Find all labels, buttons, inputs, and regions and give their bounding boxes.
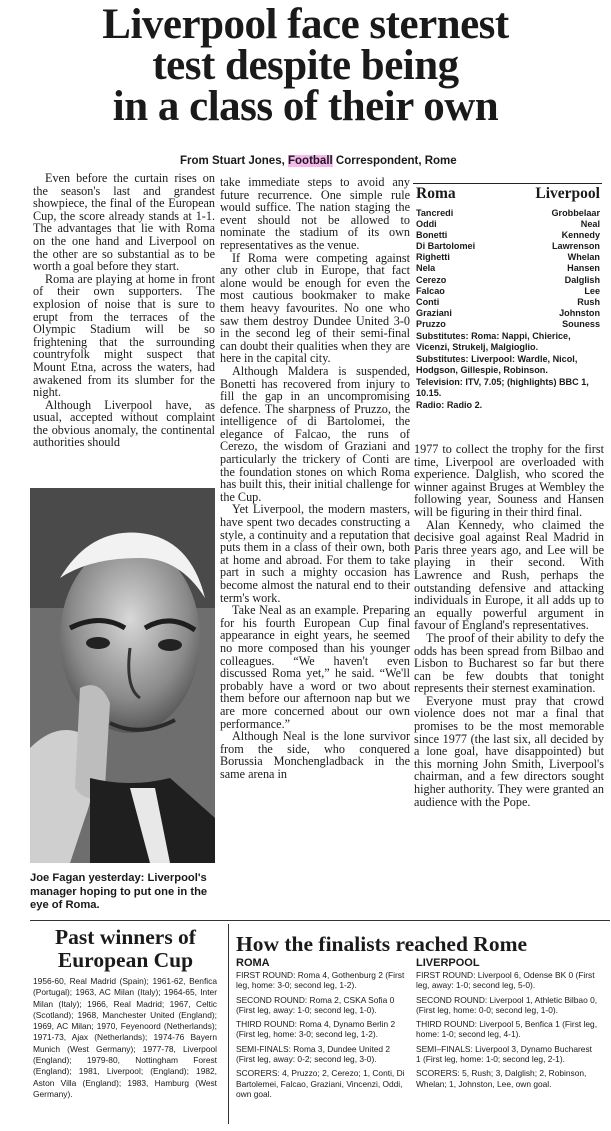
paragraph: Everyone must pray that crowd violence does not mar a final that promises to be the most memorable since 1977 (the last six, all decided by a lone goal, have disappointed) but this morning John Smith, Liverpool's chairman, and a few directors sought higher authority. They were granted an audience with the Pope. — [414, 693, 604, 809]
roma-player: Bonetti — [416, 230, 448, 241]
liverpool-player: Rush — [577, 296, 600, 307]
liverpool-route — [416, 957, 598, 1093]
round-result: FIRST ROUND: Roma 4, Gothenburg 2 (First leg, home: 3-0; second leg, 1-2). — [236, 970, 405, 991]
television-info: Television: ITV, 7.05; (highlights) BBC 1, 10.15. — [416, 377, 589, 399]
liverpool-player: Lee — [584, 285, 600, 296]
round-result: SEMI–FINALS: Liverpool 3, Dynamo Bucharest 1 (First leg, home: 1-0; second leg, 2-1). — [416, 1043, 592, 1065]
round-result: FIRST ROUND: Liverpool 6, Odense BK 0 (First leg, away: 1-0; second leg, 5-0). — [416, 970, 595, 991]
paragraph: The proof of their ability to defy the odds has been spread from Bilbao and Lisbon to Bucharest so far but there can be few doubts that tonight represents their sternest examination. — [414, 630, 604, 696]
section-divider — [30, 920, 610, 921]
lineup-row — [416, 241, 600, 252]
lineup-row — [416, 219, 600, 230]
liverpool-player: Souness — [562, 318, 600, 329]
headline-line-3: in a class of their own — [112, 83, 499, 130]
roma-player: Falcao — [416, 285, 445, 296]
round-result: SECOND ROUND: Roma 2, CSKA Sofia 0 (First leg, away: 1-0; second leg, 1-0). — [236, 994, 395, 1015]
round-result: SECOND ROUND: Liverpool 1, Athletic Bilbao 0, (First leg, home: 0-0; second leg, 1-0). — [416, 994, 598, 1015]
headline-line-2: test despite being — [152, 42, 459, 89]
lineup-row — [416, 208, 600, 219]
liverpool-player: Dalglish — [564, 274, 600, 285]
lineup-row — [416, 252, 600, 263]
round-result: SEMI-FINALS: Roma 3, Dundee United 2 (First leg, away: 0-2; second leg, 3-0). — [236, 1043, 391, 1065]
paragraph: Alan Kennedy, who claimed the decisive goal against Real Madrid in Paris three years ago, and Lee will be playing in their second. With Lawrence and Rush, perhaps the outstanding defensive and attacking individuals in Europe, it all adds up to an equally powerful argument in favour of England's representatives. — [414, 517, 604, 633]
paragraph: If Roma were competing against any other club in Europe, that fact alone would be enough for even the most cautious bookmaker to make them heavy favourites. No one who saw them destroy Dundee United 3-0 in the second leg of their semi-final can doubt their qualities when they are here in the capital city. — [220, 250, 410, 366]
radio-info: Radio: Radio 2. — [416, 400, 483, 411]
lineup-row — [416, 263, 600, 274]
byline-highlight: Football — [288, 155, 333, 167]
liverpool-player: Johnston — [559, 307, 600, 318]
byline-after: Correspondent, Rome — [332, 155, 457, 167]
past-winners-title: Past winners of European Cup — [55, 925, 196, 972]
manager-photo — [30, 488, 215, 863]
finalists-title: How the finalists reached Rome — [236, 932, 528, 956]
paragraph: Even before the curtain rises on the season's last and grandest showpiece, the final of the European Cup, the score already stands at 1-1. The advantages that lie with Roma on the one hand and Liverpool on the other are so substantial as to be worth a goal before they start. — [33, 171, 215, 274]
manager-photo-image — [30, 488, 215, 863]
byline-before: From Stuart Jones, — [180, 155, 288, 167]
team-box-rule — [413, 183, 602, 184]
away-team-name: Liverpool — [535, 185, 600, 202]
roma-route-title: ROMA — [236, 957, 270, 969]
article-column-1 — [33, 172, 215, 449]
headline — [0, 0, 611, 130]
paragraph: Although Neal is the lone survivor from the side, who conquered Borussia Monchengladback in the same arena in — [220, 729, 410, 781]
liverpool-player: Lawrenson — [551, 241, 600, 252]
roma-player: Nela — [416, 263, 436, 274]
paragraph: Roma are playing at home in front of their own supporters. The explosion of noise that is sure to erupt from the terraces of the Olympic Stadium will be so frightening that the surrounding countryfolk might suspect that Mount Etna, across the waters, had awakened from its slumber for the night. — [33, 271, 215, 400]
roma-player: Cerezo — [416, 274, 447, 285]
lineup-row — [416, 319, 600, 330]
lineup-row — [416, 286, 600, 297]
lineup-row — [416, 308, 600, 319]
paragraph: Take Neal as an example. Preparing for his fourth European Cup final appearance in eight years, he seemed no more composed than his younger colleagues. “We haven't even discussed Roma yet,” he said. “We'll probably have a word or two about them before our afternoon nap but we are more concerned about our own performance.” — [220, 603, 410, 731]
paragraph: Although Liverpool have, as usual, accepted without complaint the obvious anomaly, the continental authorities should — [33, 397, 215, 450]
liverpool-substitutes: Substitutes: Liverpool: Wardle, Nicol, Hodgson, Gillespie, Robinson. — [416, 354, 578, 376]
roma-player: Conti — [416, 296, 440, 307]
lineup-rows — [416, 208, 600, 330]
scorers: SCORERS: 5, Rush; 3, Dalglish; 2, Robinson, Whelan; 1, Johnston, Lee, own goal. — [416, 1068, 587, 1089]
liverpool-player: Hansen — [567, 263, 600, 274]
roma-player: Graziani — [416, 307, 452, 318]
paragraph: 1977 to collect the trophy for the first time, Liverpool are overloaded with experience. Dalglish, who scored the winner against Bruges at Wembley the following year, Souness and Hansen will be figuring in their third final. — [414, 442, 604, 519]
liverpool-route-title: LIVERPOOL — [416, 957, 480, 969]
liverpool-player: Neal — [580, 219, 600, 230]
liverpool-player: Grobbelaar — [551, 208, 600, 218]
scorers: SCORERS: 4, Pruzzo; 2, Cerezo; 1, Conti, Di Bartolemei, Falcao, Graziani, Vincenzi, Oddi, own goal. — [236, 1068, 405, 1099]
article-column-3 — [414, 443, 604, 808]
column-divider — [228, 924, 229, 1124]
byline — [180, 155, 611, 167]
roma-route — [236, 957, 406, 1103]
paragraph: take immediate steps to avoid any future recurrence. One simple rule would suffice. The nation staging the event should not be allowed to nominate the stadium of its own representatives as the venue. — [220, 175, 410, 252]
paragraph: Although Maldera is suspended, Bonetti has recovered from injury to fill the gap in an uncompromising defence. The sharpness of Pruzzo, the intelligence of di Bartolomei, the elegance of Falcao, the runs of Cerezo, the wisdom of Graziani and particularly the trickery of Conti are the foundation stones on which Roma has built this, their initial challenge for the Cup. — [220, 363, 410, 504]
article-column-2 — [220, 176, 410, 781]
lineup-row — [416, 275, 600, 286]
home-team-name: Roma — [416, 185, 456, 202]
roma-player: Righetti — [416, 252, 450, 263]
roma-player: Oddi — [416, 219, 437, 230]
roma-player: Tancredi — [416, 208, 454, 218]
team-lineups — [416, 186, 600, 430]
paragraph: Yet Liverpool, the modern masters, have spent two decades constructing a style, a continuity and a reputation that puts them in a class of their own, both at home and abroad. For them to take part in such a mighty occasion has become almost the natural end to their term's work. — [220, 502, 410, 605]
round-result: THIRD ROUND: Liverpool 5, Benfica 1 (First leg, home: 1-0; second leg, 4-1). — [416, 1019, 598, 1040]
roma-player: Pruzzo — [416, 318, 446, 329]
liverpool-player: Kennedy — [561, 230, 600, 241]
photo-caption: Joe Fagan yesterday: Liverpool's manager hoping to put one in the eye of Roma. — [30, 872, 208, 911]
roma-player: Di Bartolomei — [416, 241, 476, 252]
lineup-row — [416, 230, 600, 241]
liverpool-player: Whelan — [567, 252, 600, 263]
round-result: THIRD ROUND: Roma 4, Dynamo Berlin 2 (First leg, home: 3-0; second leg, 1-2). — [236, 1019, 396, 1040]
roma-substitutes: Substitutes: Roma: Nappi, Chierice, Vicenzi, Strukelj, Malgioglio. — [416, 331, 571, 353]
past-winners-list: 1956-60, Real Madrid (Spain); 1961-62, Benfica (Portugal); 1963, AC Milan (Italy); 1964-65, Inter Milan (Italy); 1966, Real Madrid; 1967, Celtic (Scotland); 1968, Manchester United (England); 1969, AC Milan; 1970, Feyenoord (Netherlands); 1971-73, Ajax (Netherlands); 1974-76 Bayern Munich (West Germany); 1977-78, Liverpool (England); 1979-80, Nottingham Forest (England); 1981, Liverpool; (England); 1982, Aston Villa (England); 1983, Hamburg (West Germany). — [33, 976, 217, 1099]
team-headers — [416, 186, 600, 202]
headline-line-1: Liverpool face sternest — [102, 1, 509, 48]
lineup-row — [416, 297, 600, 308]
